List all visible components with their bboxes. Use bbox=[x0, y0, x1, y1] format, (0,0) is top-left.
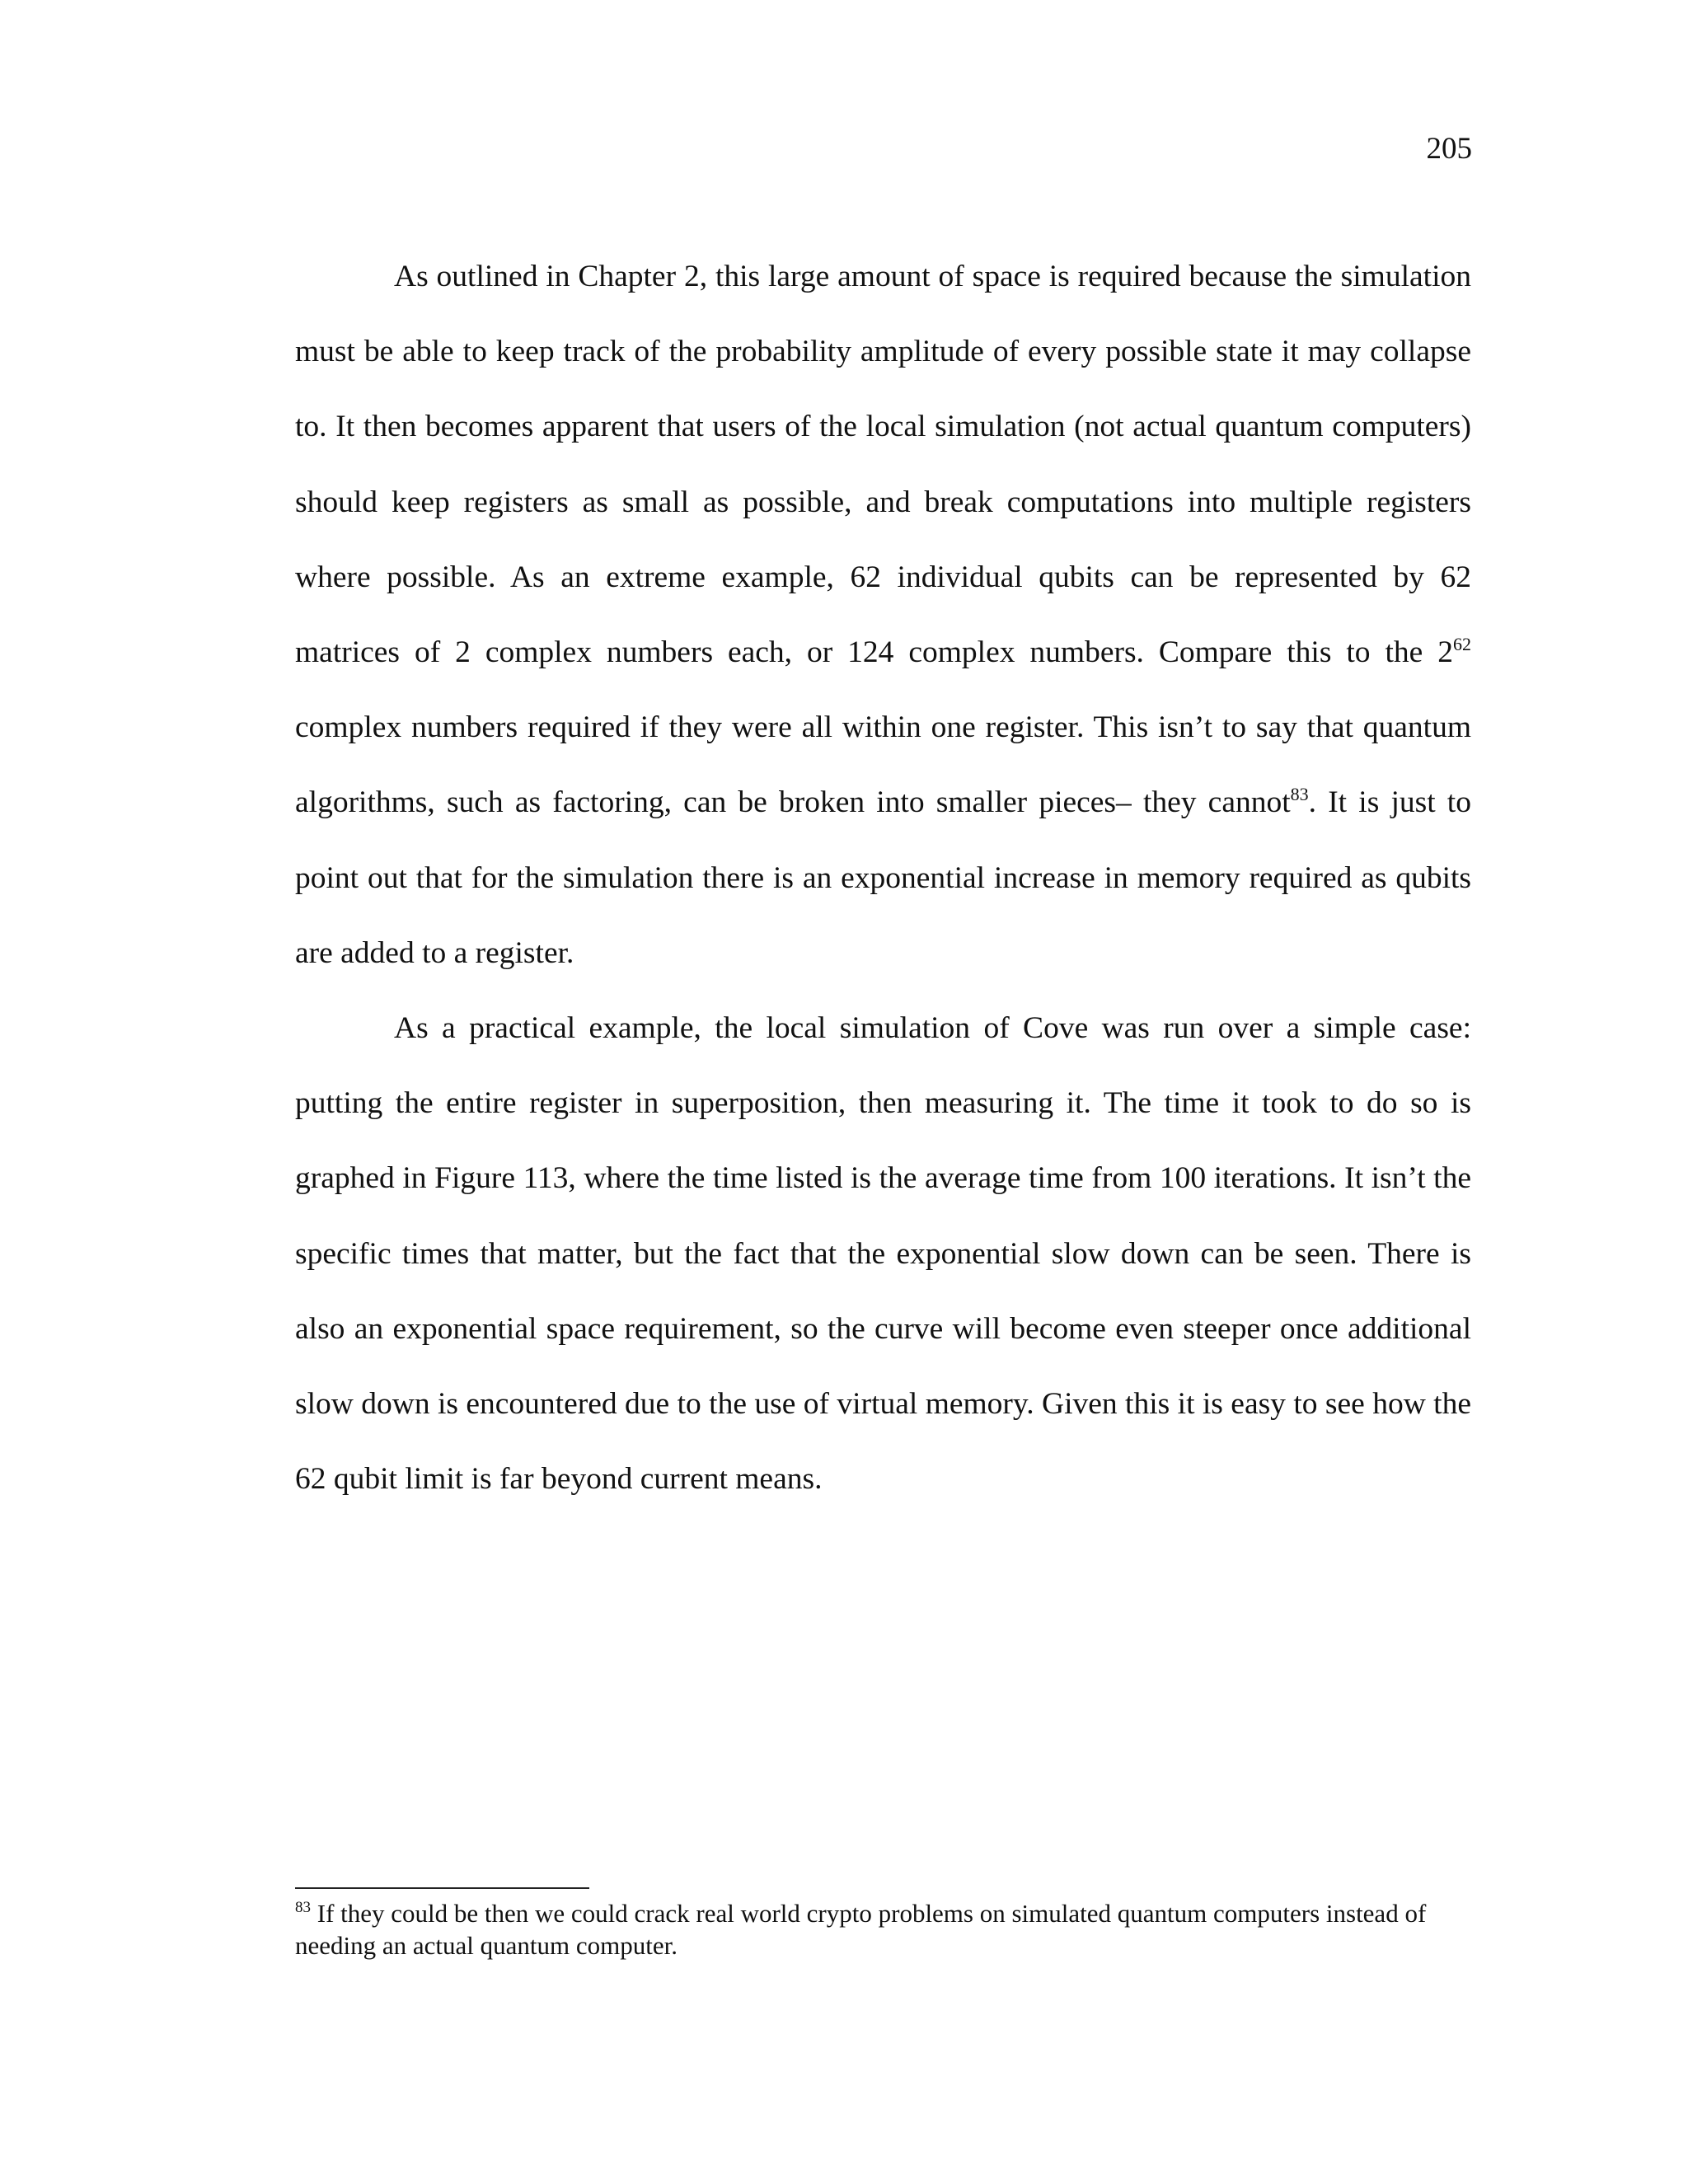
exponent-superscript: 62 bbox=[1453, 634, 1471, 655]
footnote-reference: 83 bbox=[1290, 784, 1309, 805]
footnote-marker: 83 bbox=[295, 1899, 311, 1916]
footnote-separator bbox=[295, 1887, 589, 1889]
footnote-text: If they could be then we could crack real world crypto problems on simulated quantum computers instead of needing an actual quantum computer. bbox=[295, 1899, 1427, 1960]
paragraph-text-segment: As outlined in Chapter 2, this large amount of space is required because the simulation must be able to keep track of the probability amplitude of every possible state it may collapse to. It then becomes apparent that users of the local simulation (not actual quantum computers) should keep registers as small as possible, and break computations into multiple registers where possible. As an extreme example, 62 individual qubits can be represented by 62 matrices of 2 complex numbers each, or 124 complex numbers. Compare this to the 2 bbox=[295, 260, 1471, 670]
footnote bbox=[295, 1897, 1471, 1961]
paragraph-practical-example: As a practical example, the local simulation of Cove was run over a simple case: putting the entire register in superposition, then measuring it. The time it took to do so is graphed in Figure 113, where the time listed is the average time from 100 iterations. It isn’t the specific times that matter, but the fact that the exponential slow down can be seen. There is also an exponential space requirement, so the curve will become even steeper once additional slow down is encountered due to the use of virtual memory. Given this it is easy to see how the 62 qubit limit is far beyond current means. bbox=[295, 1011, 1471, 1497]
paragraph-text-segment: complex numbers required if they were all within one register. This isn’t to say that quantum algorithms, such as factoring, can be broken into smaller pieces– they cannot bbox=[295, 710, 1471, 820]
page-number: 205 bbox=[1426, 132, 1472, 166]
paragraph-memory-requirements bbox=[295, 239, 1471, 991]
body-text bbox=[295, 239, 1471, 1516]
paragraph-text-segment: . It is just to point out that for the simulation there is an exponential increase in memory required as qubits are added to a register. bbox=[295, 785, 1471, 970]
